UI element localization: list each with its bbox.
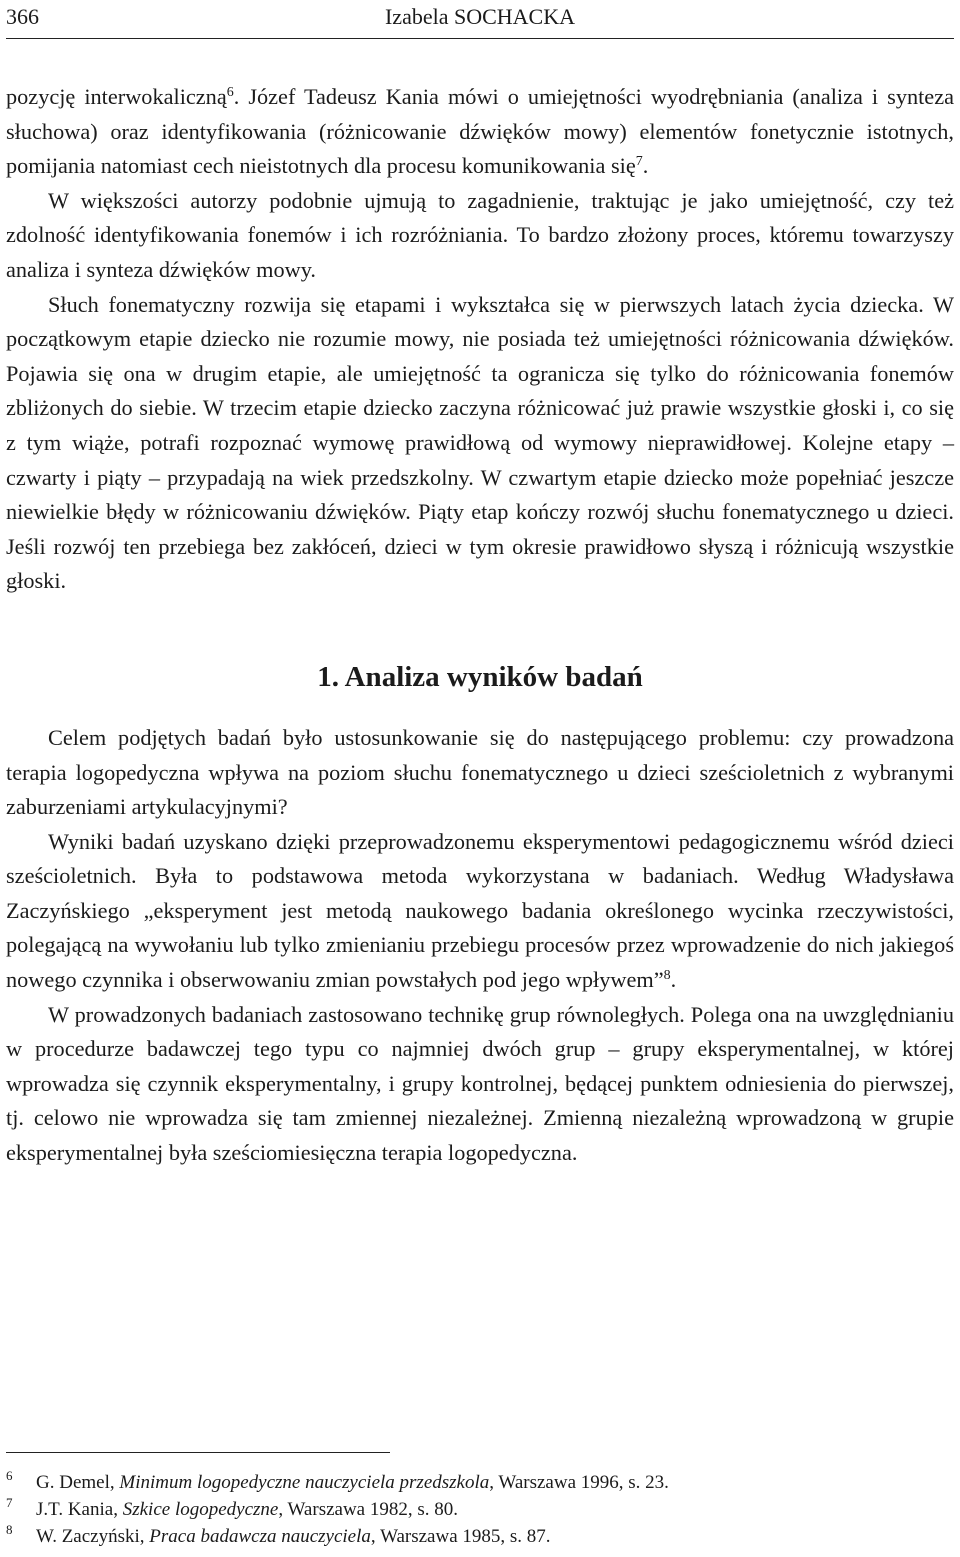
footnote-text [36,1524,551,1550]
footnote-text [36,1497,458,1523]
footnotes [6,1470,954,1551]
footnote-ref-8[interactable]: 8 [663,968,671,984]
footnote-6 [6,1470,954,1497]
footnote-title: Szkice logopedyczne [122,1499,279,1520]
paragraph-1-text-c: . [642,153,649,179]
footnote-8 [6,1524,954,1551]
footnote-author: J.T. Kania, [36,1499,123,1520]
footnote-number: 7 [6,1495,13,1510]
paragraph-1-text-b: . Józef Tadeusz Kania mówi o umiejętności wyodrębniania (analiza i synteza słuchowa) oraz identyfikowania (różnicowanie dźwięków mowy) elementów fonetycznie istotnych, pomijania natomiast cech nieistotnych dla procesu komunikowania się [6,84,954,179]
footnote-text [36,1470,669,1496]
footnote-author: G. Demel, [36,1472,120,1493]
page-header [6,2,954,32]
footnote-author: W. Zaczyński, [36,1526,150,1547]
paragraph-1-text-a: pozycję interwokaliczną [6,84,227,109]
footnote-ref-7[interactable]: 7 [635,154,643,170]
paragraph-2: W większości autorzy podobnie ujmują to zagadnienie, traktując je jako umiejętność, czy też zdolność identyfikowania fonemów i ich rozróżniania. To bardzo złożony proces, któremu towarzyszy analiza i synteza dźwięków mowy. [6,187,954,282]
page-number: 366 [6,4,39,29]
paragraph-6: W prowadzonych badaniach zastosowano technikę grup równoległych. Polega ona na uwzględnianiu w procedurze badawczej tego typu co najmniej dwóch grup – grupy eksperymentalnej, w której wprowadza się czynnik eksperymentalny, i grupy kontrolnej, będącej punktem odniesienia do pierwszej, tj. celowo nie wprowadza się tam zmiennej niezależnej. Zmienną niezależną wprowadzoną w grupie eksperymentalnej była sześciomiesięczna terapia logopedyczna. [6,1001,954,1166]
footnote-title: Praca badawcza nauczyciela [149,1526,371,1547]
paragraph-5-text-b: . [670,967,677,993]
footnote-7 [6,1497,954,1524]
footnote-title: Minimum logopedyczne nauczyciela przedszkola [119,1472,490,1493]
paragraph-5-text-a: Wyniki badań uzyskano dzięki przeprowadzonemu eksperymentowi pedagogicznemu wśród dzieci sześcioletnich. Była to podstawowa metoda wykorzystana w badaniach. Według Władysława Zaczyńskiego „eksperyment jest metodą naukowego badania określonego wycinka rzeczywistości, polegającą na wywołaniu lub tylko zmienianiu przebiegu procesów przez wprowadzenie do nich jakiegoś nowego czynnika i obserwowaniu zmian powstałych pod jego wpływem” [6,828,954,993]
header-rule [6,38,954,39]
footnote-number: 6 [6,1468,13,1483]
footnote-rule [6,1452,390,1453]
paragraph-5 [6,825,954,998]
body-text [6,80,954,1171]
paragraph-1 [6,80,954,184]
paragraph-4: Celem podjętych badań było ustosunkowanie się do następującego problemu: czy prowadzona terapia logopedyczna wpływa na poziom słuchu fonematycznego u dzieci sześcioletnich z wybranymi zaburzeniami artykulacyjnymi? [6,724,954,820]
footnote-rest: , Warszawa 1982, s. 80. [278,1499,458,1520]
section-heading: 1. Analiza wyników badań [317,660,643,693]
footnote-number: 8 [6,1522,13,1537]
footnote-ref-6[interactable]: 6 [226,85,234,100]
footnote-rest: , Warszawa 1985, s. 87. [370,1526,551,1547]
paragraph-3: Słuch fonematyczny rozwija się etapami i wykształca się w pierwszych latach życia dziecka. W początkowym etapie dziecko nie rozumie mowy, nie posiada też umiejętności różnicowania dźwięków. Pojawia się ona w drugim etapie, ale umiejętność ta ogranicza się tylko do różnicowania fonemów zbliżonych do siebie. W trzecim etapie dziecko zaczyna różnicować już prawie wszystkie głoski i, co się z tym wiąże, potrafi rozpoznać wymowę prawidłową od wymowy nieprawidłowej. Kolejne etapy – czwarty i piąty – przypadają na wiek przedszkolny. W czwartym etapie dziecko może popełniać jeszcze niewielkie błędy w różnicowaniu dźwięków. Piąty etap kończy rozwój słuchu fonematycznego u dzieci. Jeśli rozwój ten przebiega bez zakłóceń, dzieci w tym okresie prawidłowo słyszą i różnicują wszystkie głoski. [6,291,954,594]
footnote-rest: , Warszawa 1996, s. 23. [489,1472,669,1493]
running-head: Izabela SOCHACKA [384,4,576,29]
